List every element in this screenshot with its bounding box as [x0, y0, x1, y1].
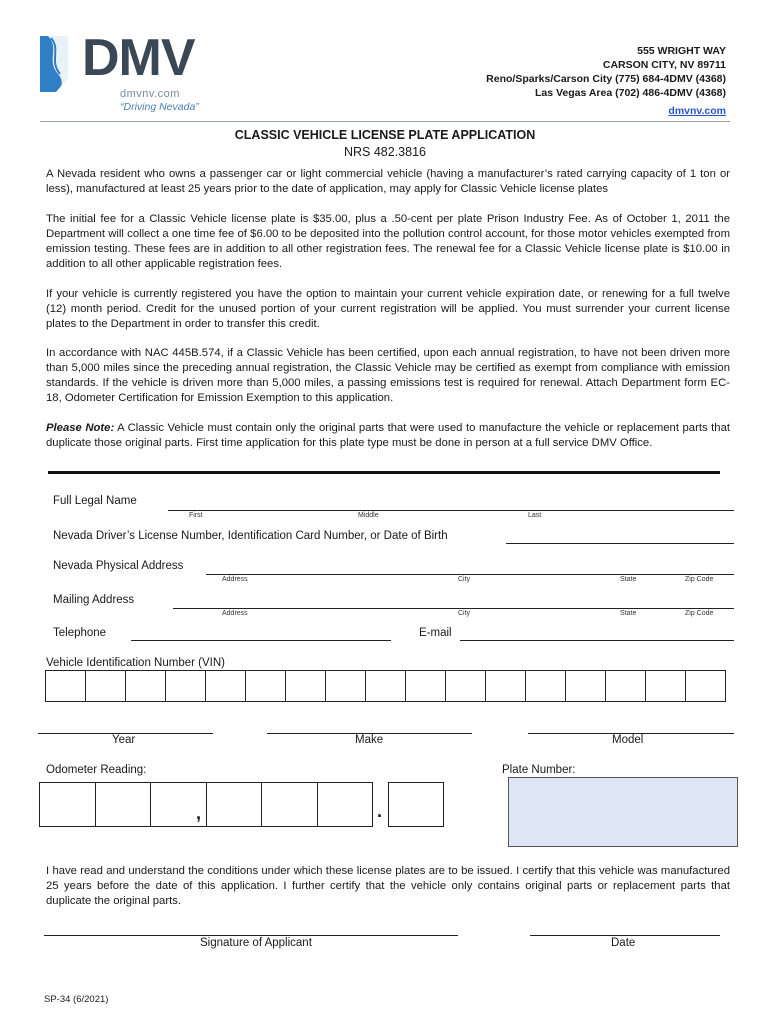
- physical-address-field[interactable]: [206, 574, 734, 575]
- odometer-decimal: .: [377, 801, 383, 821]
- odometer-digit-box[interactable]: [206, 782, 263, 827]
- vin-char-box[interactable]: [485, 670, 526, 702]
- logo-text: DMV: [82, 29, 195, 87]
- physical-zip-caption: Zip Code: [685, 576, 714, 583]
- odometer-digit-box[interactable]: [317, 782, 374, 827]
- vin-char-box[interactable]: [565, 670, 606, 702]
- emission-paragraph: In accordance with NAC 445B.574, if a Classic Vehicle has been certified, upon each annual registration, to have not been driven more than 5,000 miles since the preceding annual registration, the Classic Vehicle may be certified as exempt from compliance with emission standards. If the vehicle is driven more than 5,000 miles, a passing emissions test is required for renewal. Attach Department form EC-18, Odometer Certification for Emission Exemption to this application.: [46, 347, 730, 404]
- vin-char-box[interactable]: [645, 670, 686, 702]
- physical-state-caption: State: [620, 576, 637, 583]
- mailing-address-caption: Address: [222, 610, 248, 617]
- note-body: A Classic Vehicle must contain only the original parts that were used to manufacture the vehicle or replacement parts that duplicate those original parts. First time application for this plate type must be done in person at a full service DMV Office.: [46, 422, 730, 449]
- mailing-address-label: Mailing Address: [53, 594, 135, 606]
- vin-char-box[interactable]: [605, 670, 646, 702]
- logo-url: dmvnv.com: [120, 88, 180, 100]
- dl-field[interactable]: [506, 543, 734, 544]
- vin-char-box[interactable]: [325, 670, 366, 702]
- plate-number-label: Plate Number:: [502, 764, 576, 776]
- vin-char-box[interactable]: [405, 670, 446, 702]
- odometer-label: Odometer Reading:: [46, 764, 147, 776]
- vin-char-box[interactable]: [205, 670, 246, 702]
- section-divider: [48, 471, 720, 474]
- header-divider: [40, 121, 730, 122]
- signature-label: Signature of Applicant: [200, 937, 312, 949]
- note-lead: Please Note:: [46, 422, 115, 434]
- odometer-tenth-box[interactable]: [388, 782, 444, 827]
- phone-reno: Reno/Sparks/Carson City (775) 684-4DMV (4368): [486, 73, 726, 85]
- odometer-digit-box[interactable]: [261, 782, 318, 827]
- address-line-1: 555 WRIGHT WAY: [637, 45, 726, 57]
- mailing-address-field[interactable]: [173, 608, 734, 609]
- odometer-comma: ,: [196, 803, 202, 823]
- vin-char-box[interactable]: [365, 670, 406, 702]
- year-label: Year: [112, 734, 136, 746]
- email-field[interactable]: [460, 640, 734, 641]
- make-label: Make: [355, 734, 384, 746]
- vin-char-box[interactable]: [685, 670, 726, 702]
- telephone-field[interactable]: [131, 640, 391, 641]
- phone-vegas: Las Vegas Area (702) 486-4DMV (4368): [534, 87, 726, 99]
- odometer-digit-box[interactable]: [95, 782, 152, 827]
- odometer-digit-box[interactable]: [39, 782, 96, 827]
- physical-address-caption: Address: [222, 576, 248, 583]
- telephone-label: Telephone: [53, 627, 107, 639]
- name-last-caption: Last: [528, 512, 542, 519]
- date-field[interactable]: [530, 935, 720, 936]
- vin-char-box[interactable]: [85, 670, 126, 702]
- odometer-boxes: [39, 782, 444, 827]
- mailing-state-caption: State: [620, 610, 637, 617]
- dmv-logo: [38, 29, 248, 114]
- vin-boxes: [45, 670, 725, 702]
- vin-char-box[interactable]: [165, 670, 206, 702]
- vin-char-box[interactable]: [45, 670, 86, 702]
- note-paragraph: [46, 421, 730, 451]
- fee-paragraph: The initial fee for a Classic Vehicle license plate is $35.00, plus a .50-cent per plate Prison Industry Fee. As of October 1, 2011 the Department will collect a one time fee of $6.00 to be deposited into the pollution control account, for those motor vehicles exempted from emission testing. These fees are in addition to all other registration fees. The renewal fee for a Classic Vehicle license plate is $10.00 in addition to all other applicable registration fees.: [46, 213, 730, 270]
- agency-address: [486, 44, 726, 118]
- vin-label: Vehicle Identification Number (VIN): [46, 657, 225, 669]
- intro-paragraph: A Nevada resident who owns a passenger car or light commercial vehicle (having a manufacturer’s rated carrying capacity of 1 ton or less), manufactured at least 25 years prior to the date of application, may apply for Classic Vehicle license plates: [46, 168, 730, 195]
- dl-label: Nevada Driver’s License Number, Identification Card Number, or Date of Birth: [53, 530, 448, 542]
- certification-text: I have read and understand the conditions under which these license plates are to be issued. I certify that this vehicle was manufactured 25 years before the date of this application. I further certify that the vehicle only contains original parts or replacement parts that duplicate the original parts.: [46, 865, 730, 907]
- mailing-city-caption: City: [458, 610, 471, 617]
- form-statute: NRS 482.3816: [343, 145, 426, 159]
- name-middle-caption: Middle: [358, 512, 379, 519]
- name-first-caption: First: [189, 512, 203, 519]
- website-link[interactable]: dmvnv.com: [668, 105, 726, 117]
- form-number: SP-34 (6/2021): [44, 994, 109, 1005]
- email-label: E-mail: [419, 627, 452, 639]
- full-name-field[interactable]: [168, 510, 734, 511]
- address-line-2: CARSON CITY, NV 89711: [602, 59, 726, 71]
- vin-char-box[interactable]: [525, 670, 566, 702]
- model-label: Model: [612, 734, 644, 746]
- full-name-label: Full Legal Name: [53, 495, 137, 507]
- form-title: CLASSIC VEHICLE LICENSE PLATE APPLICATION: [234, 128, 536, 142]
- vin-char-box[interactable]: [445, 670, 486, 702]
- logo-tagline: “Driving Nevada”: [120, 101, 199, 113]
- plate-number-field[interactable]: [508, 777, 738, 847]
- date-label: Date: [611, 937, 636, 949]
- physical-address-label: Nevada Physical Address: [53, 560, 184, 572]
- signature-field[interactable]: [44, 935, 458, 936]
- vin-char-box[interactable]: [125, 670, 166, 702]
- vin-char-box[interactable]: [285, 670, 326, 702]
- mailing-zip-caption: Zip Code: [685, 610, 714, 617]
- registration-paragraph: If your vehicle is currently registered you have the option to maintain your current vehicle expiration date, or renewing for a full twelve (12) month period. Credit for the unused portion of your current registration will be applied. You must surrender your current license plates to the Department in order to transfer this credit.: [46, 288, 730, 330]
- vin-char-box[interactable]: [245, 670, 286, 702]
- physical-city-caption: City: [458, 576, 471, 583]
